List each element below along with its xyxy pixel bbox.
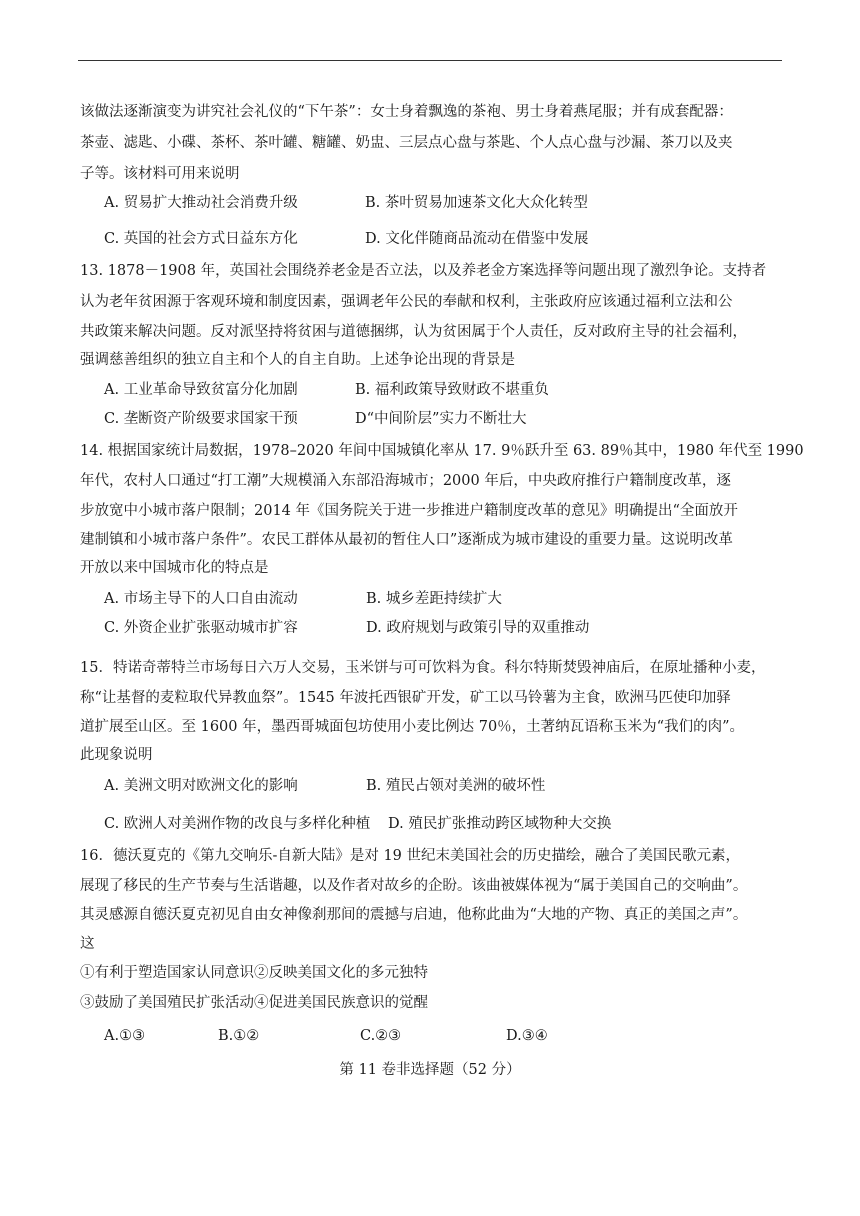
q16-line-2: 展现了移民的生产节奏与生活谐趣，以及作者对故乡的企盼。该曲被媒体视为“属于美国自己的交响曲”。 [80,878,748,894]
q16-line-4: 这 [80,936,95,952]
q16-option-b[interactable]: B.①② [218,1028,260,1044]
q15-line-1: 15．特诺奇蒂特兰市场每日六万人交易，玉米饼与可可饮料为食。科尔特斯焚毁神庙后，在原址播种小麦， [80,660,766,676]
q14-line-5: 开放以来中国城市化的特点是 [80,560,269,576]
q14-line-3: 步放宽中小城市落户限制；2014 年《国务院关于进一步推进户籍制度改革的意见》明确提出“全面放开 [80,503,738,519]
q13-option-b[interactable]: B. 福利政策导致财政不堪重负 [355,382,549,398]
q15-option-c[interactable]: C. 欧洲人对美洲作物的改良与多样化种植 [104,816,371,832]
q15-option-d[interactable]: D. 殖民扩张推动跨区域物种大交换 [388,816,612,832]
section-heading: 第 11 卷非选择题（52 分） [339,1062,521,1078]
q14-option-d[interactable]: D. 政府规划与政策引导的双重推动 [366,620,590,636]
q16-option-d[interactable]: D.③④ [506,1028,548,1044]
q12-option-c[interactable]: C. 英国的社会方式日益东方化 [104,231,298,247]
q14-line-4: 建制镇和小城市落户条件”。农民工群体从最初的暂住人口”逐渐成为城市建设的重要力量。这说明改革 [80,532,733,548]
q14-line-1: 14. 根据国家统计局数据，1978–2020 年间中国城镇化率从 17. 9％跃升至 63. 89％其中，1980 年代至 1990 [80,443,804,459]
q16-statement-2: ③鼓励了美国殖民扩张活动④促进美国民族意识的觉醒 [80,995,428,1011]
q16-statement-1: ①有利于塑造国家认同意识②反映美国文化的多元独特 [80,965,428,981]
q12-option-d[interactable]: D. 文化伴随商品流动在借鉴中发展 [365,231,589,247]
q12-option-a[interactable]: A. 贸易扩大推动社会消费升级 [104,195,298,211]
q16-line-3: 其灵感源自德沃夏克初见自由女神像刹那间的震撼与启迪，他称此曲为“大地的产物、真正的美国之声”。 [80,907,748,923]
q14-option-c[interactable]: C. 外资企业扩张驱动城市扩容 [104,620,298,636]
q16-line-1: 16．德沃夏克的《第九交响乐-自新大陆》是对 19 世纪末美国社会的历史描绘，融合了美国民歌元素， [80,848,741,864]
q12-line-1: 该做法逐渐演变为讲究社会礼仪的“下午茶”：女士身着飘逸的茶袍、男士身着燕尾服；并有成套配器： [80,104,733,120]
q13-option-a[interactable]: A. 工业革命导致贫富分化加剧 [104,382,298,398]
q15-option-b[interactable]: B. 殖民占领对美洲的破坏性 [366,778,546,794]
q14-line-2: 年代，农村人口通过“打工潮”大规模涌入东部沿海城市；2000 年后，中央政府推行户籍制度改革，逐 [80,473,731,489]
q13-line-3: 共政策来解决问题。反对派坚持将贫困与道德捆绑，认为贫困属于个人责任，反对政府主导的社会福利， [80,324,747,340]
q12-option-b[interactable]: B. 茶叶贸易加速茶文化大众化转型 [365,195,588,211]
q16-option-a[interactable]: A.①③ [104,1028,146,1044]
q12-line-2: 茶壶、滤匙、小碟、茶杯、茶叶罐、糖罐、奶盅、三层点心盘与茶匙、个人点心盘与沙漏、茶刀以及夹 [80,135,733,151]
q15-line-4: 此现象说明 [80,747,153,763]
q15-option-a[interactable]: A. 美洲文明对欧洲文化的影响 [104,778,298,794]
q16-option-c[interactable]: C.②③ [360,1028,402,1044]
q13-option-c[interactable]: C. 垄断资产阶级要求国家干预 [104,411,298,427]
q13-option-d[interactable]: D“中间阶层”实力不断壮大 [355,411,527,427]
q12-line-3: 子等。该材料可用来说明 [80,166,240,182]
q13-line-4: 强调慈善组织的独立自主和个人的自主自助。上述争论出现的背景是 [80,352,515,368]
q14-option-a[interactable]: A. 市场主导下的人口自由流动 [104,591,298,607]
q13-line-2: 认为老年贫困源于客观环境和制度因素，强调老年公民的奉献和权利，主张政府应该通过福利立法和公 [80,294,733,310]
q14-option-b[interactable]: B. 城乡差距持续扩大 [366,591,502,607]
q15-line-2: 称“让基督的麦粒取代异教血祭”。1545 年波托西银矿开发，矿工以马铃薯为主食，欧洲马匹使印加驿 [80,690,731,706]
q15-line-3: 道扩展至山区。至 1600 年，墨西哥城面包坊使用小麦比例达 70％，土著纳瓦语称玉米为“我们的肉”。 [80,719,745,735]
q13-line-1: 13. 1878－1908 年，英国社会围绕养老金是否立法，以及养老金方案选择等问题出现了激烈争论。支持者 [80,263,767,279]
header-rule [78,60,782,61]
